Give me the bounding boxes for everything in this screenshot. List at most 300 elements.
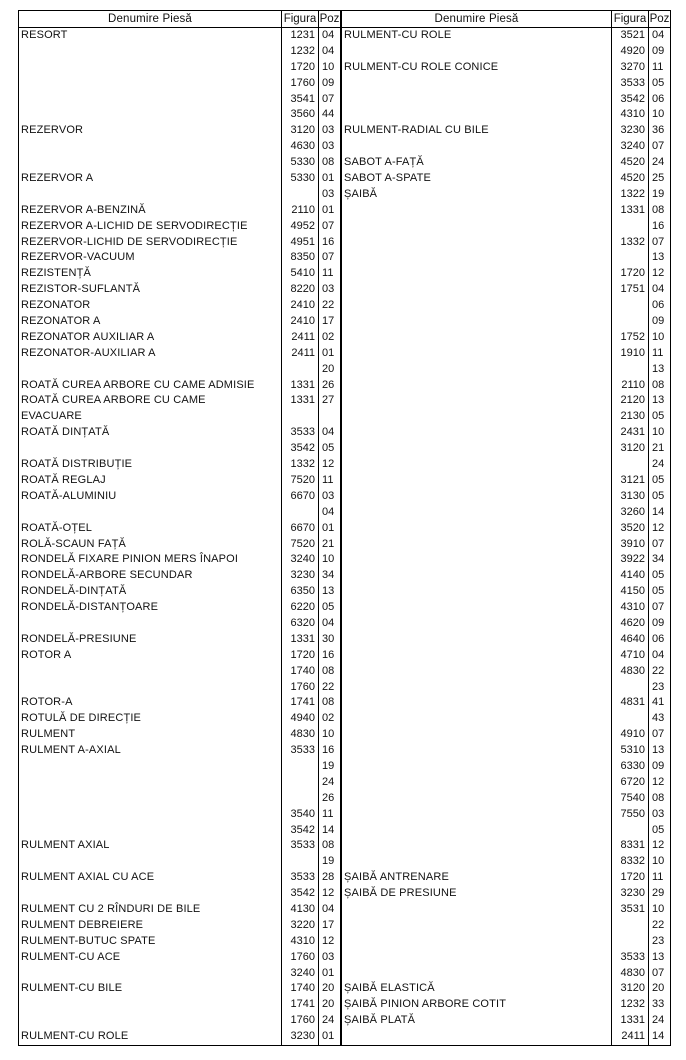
part-name-cell: [19, 187, 281, 203]
figure-cell: 1741: [281, 997, 318, 1013]
part-name-cell: RONDELĂ-PRESIUNE: [21, 632, 137, 645]
part-name-cell: REZONATOR: [21, 299, 91, 312]
position-cell: 24: [648, 1013, 670, 1029]
figure-cell: 1740: [281, 981, 318, 997]
table-row: [342, 537, 670, 553]
name-column-header: Denumire Piesă: [108, 13, 192, 25]
position-cell: 01: [318, 171, 340, 187]
position-cell: 24: [648, 457, 670, 473]
position-cell: 25: [648, 171, 670, 187]
table-row: [342, 886, 670, 902]
position-cell: 26: [318, 791, 340, 807]
position-cell: 21: [318, 537, 340, 553]
position-cell: 11: [318, 807, 340, 823]
left-column-group: [19, 11, 342, 1045]
part-name-cell: [19, 44, 281, 60]
position-cell: 06: [648, 298, 670, 314]
figure-cell: 3540: [281, 807, 318, 823]
figure-cell: 2130: [611, 409, 648, 425]
position-cell: 02: [318, 330, 340, 346]
part-name-cell: [342, 600, 611, 616]
table-row: [342, 409, 670, 425]
part-name-cell: [342, 505, 611, 521]
table-row: [342, 314, 670, 330]
position-cell: 05: [648, 76, 670, 92]
figure-cell: 8332: [611, 854, 648, 870]
name-column-header: Denumire Piesă: [434, 13, 519, 25]
part-name-cell: ȘAIBĂ ELASTICĂ: [344, 982, 435, 995]
position-cell: 07: [648, 139, 670, 155]
figure-cell: 2410: [281, 298, 318, 314]
position-cell: 04: [318, 902, 340, 918]
table-row: [19, 314, 340, 330]
table-row: [342, 902, 670, 918]
figure-cell: 3240: [611, 139, 648, 155]
figure-cell: [281, 854, 318, 870]
table-row: [19, 235, 340, 251]
figure-cell: 3130: [611, 489, 648, 505]
part-name-cell: ȘAIBĂ: [344, 187, 378, 200]
table-row: [342, 950, 670, 966]
figure-cell: 3260: [611, 505, 648, 521]
table-row: [342, 378, 670, 394]
position-cell: 16: [318, 235, 340, 251]
part-name-cell: [19, 759, 281, 775]
table-row: [19, 489, 340, 505]
table-row: [342, 457, 670, 473]
part-name-cell: REZISTENȚĂ: [21, 267, 91, 280]
position-cell: 01: [318, 1029, 340, 1045]
part-name-cell: [342, 711, 611, 727]
table-row: [342, 330, 670, 346]
part-name-cell: [342, 409, 611, 425]
position-cell: 24: [318, 1013, 340, 1029]
table-row: [342, 727, 670, 743]
figure-cell: 4940: [281, 711, 318, 727]
table-row: [342, 870, 670, 886]
part-name-cell: REZONATOR-AUXILIAR A: [21, 346, 156, 359]
position-cell: 03: [318, 139, 340, 155]
table-row: [342, 393, 670, 409]
part-name-cell: [342, 759, 611, 775]
table-row: [19, 695, 340, 711]
table-row: [342, 981, 670, 997]
figure-cell: 3542: [281, 823, 318, 839]
part-name-cell: RULMENT AXIAL CU ACE: [21, 871, 155, 884]
table-row: [342, 743, 670, 759]
table-row: [342, 997, 670, 1013]
table-row: [342, 250, 670, 266]
table-row: [342, 171, 670, 187]
table-row: [19, 409, 340, 425]
position-cell: 10: [318, 60, 340, 76]
figure-cell: 3541: [281, 92, 318, 108]
figure-cell: 7520: [281, 473, 318, 489]
figure-cell: 3240: [281, 966, 318, 982]
position-cell: 13: [648, 393, 670, 409]
part-name-cell: [342, 489, 611, 505]
table-row: [19, 1013, 340, 1029]
position-cell: 17: [318, 918, 340, 934]
figure-cell: 4310: [611, 600, 648, 616]
position-cell: 20: [318, 997, 340, 1013]
position-cell: 20: [318, 981, 340, 997]
figure-cell: 3922: [611, 552, 648, 568]
position-cell: 16: [648, 219, 670, 235]
table-row: [342, 823, 670, 839]
figure-cell: 7540: [611, 791, 648, 807]
position-cell: 08: [648, 791, 670, 807]
part-name-cell: [342, 727, 611, 743]
position-cell: 09: [648, 44, 670, 60]
figure-cell: 1910: [611, 346, 648, 362]
figure-cell: 3560: [281, 107, 318, 123]
position-cell: 10: [318, 552, 340, 568]
position-cell: 06: [648, 632, 670, 648]
position-cell: 26: [318, 378, 340, 394]
position-cell: 04: [318, 616, 340, 632]
table-row: [342, 139, 670, 155]
figure-cell: 3121: [611, 473, 648, 489]
part-name-cell: ROATĂ DISTRIBUȚIE: [21, 458, 133, 471]
part-name-cell: [342, 330, 611, 346]
position-cell: 19: [318, 759, 340, 775]
table-row: [19, 505, 340, 521]
figure-cell: 3533: [611, 950, 648, 966]
right-column-group: [342, 11, 670, 1045]
part-name-cell: REZERVOR: [21, 124, 84, 137]
position-cell: 05: [648, 473, 670, 489]
table-row: [19, 473, 340, 489]
position-cell: 01: [318, 966, 340, 982]
position-cell: 05: [648, 489, 670, 505]
figure-cell: 3542: [281, 886, 318, 902]
part-name-cell: RULMENT A-AXIAL: [21, 744, 121, 757]
table-row: [342, 123, 670, 139]
figure-cell: 3230: [611, 123, 648, 139]
position-cell: 12: [318, 934, 340, 950]
table-row: [19, 362, 340, 378]
position-cell: 07: [648, 235, 670, 251]
part-name-cell: [19, 886, 281, 902]
part-name-cell: ROATĂ CUREA ARBORE CU CAME: [21, 394, 206, 407]
part-name-cell: [342, 648, 611, 664]
position-cell: 24: [318, 775, 340, 791]
part-name-cell: [342, 473, 611, 489]
position-cell: 36: [648, 123, 670, 139]
figure-cell: 2410: [281, 314, 318, 330]
part-name-cell: [342, 791, 611, 807]
position-cell: 12: [318, 457, 340, 473]
figure-cell: 3120: [281, 123, 318, 139]
position-cell: 20: [318, 362, 340, 378]
position-cell: 16: [318, 743, 340, 759]
position-cell: 12: [648, 266, 670, 282]
figure-cell: [611, 362, 648, 378]
figure-cell: [611, 219, 648, 235]
table-row: [342, 807, 670, 823]
table-row: [342, 521, 670, 537]
figure-cell: 1331: [611, 1013, 648, 1029]
table-row: [19, 680, 340, 696]
part-name-cell: ȘAIBĂ ANTRENARE: [344, 871, 449, 884]
figure-cell: 1331: [281, 632, 318, 648]
position-cell: 07: [648, 727, 670, 743]
table-row: [342, 235, 670, 251]
position-cell: 23: [648, 680, 670, 696]
part-name-cell: RULMENT-CU ACE: [21, 950, 121, 963]
position-cell: 11: [648, 346, 670, 362]
table-row: [19, 584, 340, 600]
table-row: [342, 711, 670, 727]
position-column-header: Poz: [319, 13, 340, 25]
position-cell: 11: [318, 473, 340, 489]
position-cell: 07: [648, 537, 670, 553]
table-row: [19, 727, 340, 743]
table-row: [342, 362, 670, 378]
figure-cell: 2411: [281, 346, 318, 362]
figure-cell: 1760: [281, 950, 318, 966]
table-row: [342, 107, 670, 123]
position-cell: 04: [648, 28, 670, 44]
table-row: [19, 807, 340, 823]
part-name-cell: RULMENT: [21, 728, 76, 741]
figure-cell: 4150: [611, 584, 648, 600]
table-row: [19, 711, 340, 727]
part-name-cell: [342, 76, 611, 92]
figure-cell: 4140: [611, 568, 648, 584]
part-name-cell: RULMENT-CU ROLE: [21, 1030, 129, 1043]
figure-cell: 3533: [611, 76, 648, 92]
right-rows: [342, 28, 670, 1045]
table-row: [342, 282, 670, 298]
part-name-cell: [19, 107, 281, 123]
figure-cell: 1332: [281, 457, 318, 473]
part-name-cell: RULMENT-RADIAL CU BILE: [344, 124, 489, 137]
part-name-cell: [19, 854, 281, 870]
position-cell: 43: [648, 711, 670, 727]
table-row: [19, 441, 340, 457]
table-row: [19, 568, 340, 584]
position-cell: 22: [648, 918, 670, 934]
figure-cell: 3120: [611, 981, 648, 997]
table-row: [342, 600, 670, 616]
position-cell: 10: [648, 854, 670, 870]
figure-cell: 1331: [611, 203, 648, 219]
part-name-cell: REZONATOR A: [21, 315, 101, 328]
figure-cell: 1751: [611, 282, 648, 298]
figure-cell: 1332: [611, 235, 648, 251]
figure-cell: [281, 505, 318, 521]
table-row: [19, 187, 340, 203]
figure-cell: 1231: [281, 28, 318, 44]
figure-cell: 2411: [281, 330, 318, 346]
table-row: [19, 346, 340, 362]
figure-cell: 2431: [611, 425, 648, 441]
part-name-cell: [342, 854, 611, 870]
table-row: [342, 695, 670, 711]
part-name-cell: ȘAIBĂ DE PRESIUNE: [344, 887, 457, 900]
figure-cell: 6330: [611, 759, 648, 775]
figure-cell: 1331: [281, 393, 318, 409]
part-name-cell: [19, 441, 281, 457]
part-name-cell: [19, 680, 281, 696]
position-cell: 05: [648, 409, 670, 425]
table-row: [342, 648, 670, 664]
position-cell: 03: [318, 187, 340, 203]
part-name-cell: [342, 918, 611, 934]
table-row: [19, 537, 340, 553]
position-cell: 08: [648, 378, 670, 394]
table-row: [19, 139, 340, 155]
figure-cell: [611, 298, 648, 314]
part-name-cell: [19, 966, 281, 982]
table-row: [19, 457, 340, 473]
part-name-cell: SABOT A-SPATE: [344, 172, 431, 185]
figure-cell: 4130: [281, 902, 318, 918]
position-cell: 19: [648, 187, 670, 203]
part-name-cell: [19, 362, 281, 378]
part-name-cell: [342, 966, 611, 982]
table-row: [342, 759, 670, 775]
table-row: [19, 791, 340, 807]
figure-cell: 1232: [611, 997, 648, 1013]
position-column-header: Poz: [649, 13, 670, 25]
position-cell: 07: [648, 966, 670, 982]
figure-cell: 3230: [281, 568, 318, 584]
figure-cell: 6320: [281, 616, 318, 632]
figure-cell: [281, 362, 318, 378]
table-row: [342, 1013, 670, 1029]
part-name-cell: [342, 1029, 611, 1045]
figure-cell: 4640: [611, 632, 648, 648]
position-cell: 03: [648, 807, 670, 823]
part-name-cell: RULMENT DEBREIERE: [21, 918, 144, 931]
position-cell: 07: [318, 250, 340, 266]
table-row: [342, 775, 670, 791]
table-row: [342, 680, 670, 696]
figure-column-header: Figura: [611, 11, 648, 27]
table-row: [342, 425, 670, 441]
figure-cell: 6720: [611, 775, 648, 791]
position-cell: 41: [648, 695, 670, 711]
figure-cell: 3270: [611, 60, 648, 76]
table-row: [342, 187, 670, 203]
position-cell: 21: [648, 441, 670, 457]
table-row: [19, 775, 340, 791]
figure-cell: 3910: [611, 537, 648, 553]
figure-cell: 3531: [611, 902, 648, 918]
part-name-cell: ROATĂ REGLAJ: [21, 473, 106, 486]
table-row: [19, 918, 340, 934]
figure-cell: [281, 409, 318, 425]
part-name-cell: [342, 235, 611, 251]
figure-cell: 5410: [281, 266, 318, 282]
table-row: [19, 171, 340, 187]
table-row: [19, 664, 340, 680]
part-name-cell: [342, 823, 611, 839]
right-header-row: [342, 11, 670, 28]
figure-cell: 4952: [281, 219, 318, 235]
figure-cell: 4620: [611, 616, 648, 632]
part-name-cell: [342, 664, 611, 680]
figure-cell: 8331: [611, 838, 648, 854]
table-row: [342, 616, 670, 632]
part-name-cell: [19, 76, 281, 92]
part-name-cell: [342, 314, 611, 330]
position-cell: 12: [648, 521, 670, 537]
table-row: [19, 76, 340, 92]
part-name-cell: [342, 775, 611, 791]
table-row: [19, 250, 340, 266]
part-name-cell: [342, 362, 611, 378]
position-cell: 01: [318, 346, 340, 362]
figure-cell: 4830: [281, 727, 318, 743]
figure-cell: 3240: [281, 552, 318, 568]
position-cell: 14: [318, 823, 340, 839]
part-name-cell: ȘAIBĂ PINION ARBORE COTIT: [344, 998, 507, 1011]
table-row: [19, 743, 340, 759]
part-name-cell: RESORT: [21, 29, 68, 41]
figure-cell: 1322: [611, 187, 648, 203]
part-name-cell: REZERVOR-LICHID DE SERVODIRECȚIE: [21, 235, 238, 248]
figure-cell: 5310: [611, 743, 648, 759]
part-name-cell: [342, 266, 611, 282]
part-name-cell: ROTOR A: [21, 648, 72, 661]
figure-cell: [281, 775, 318, 791]
position-cell: 03: [318, 123, 340, 139]
part-name-cell: [19, 823, 281, 839]
part-name-cell: RULMENT AXIAL: [21, 839, 110, 852]
position-cell: 04: [318, 425, 340, 441]
part-name-cell: [342, 139, 611, 155]
position-cell: 03: [318, 950, 340, 966]
position-cell: 27: [318, 393, 340, 409]
position-cell: 13: [648, 362, 670, 378]
table-row: [19, 1029, 340, 1045]
part-name-cell: RONDELĂ-DINȚATĂ: [21, 585, 127, 598]
figure-cell: 6670: [281, 521, 318, 537]
position-cell: 16: [318, 648, 340, 664]
position-cell: 04: [318, 505, 340, 521]
table-row: [19, 203, 340, 219]
position-cell: 30: [318, 632, 340, 648]
figure-cell: 4520: [611, 171, 648, 187]
part-name-cell: [342, 950, 611, 966]
table-row: [19, 886, 340, 902]
table-row: [342, 505, 670, 521]
position-cell: 11: [648, 870, 670, 886]
table-row: [342, 76, 670, 92]
position-cell: 13: [648, 950, 670, 966]
position-cell: 07: [648, 600, 670, 616]
position-cell: 05: [648, 823, 670, 839]
figure-cell: 2110: [611, 378, 648, 394]
figure-cell: 5330: [281, 171, 318, 187]
figure-cell: 6220: [281, 600, 318, 616]
parts-index-table: [18, 10, 671, 1046]
position-cell: 04: [318, 28, 340, 44]
part-name-cell: RULMENT-CU BILE: [21, 982, 123, 995]
figure-cell: [611, 823, 648, 839]
part-name-cell: [342, 695, 611, 711]
figure-cell: [281, 759, 318, 775]
table-row: [19, 107, 340, 123]
part-name-cell: [342, 92, 611, 108]
table-row: [19, 838, 340, 854]
position-cell: 22: [648, 664, 670, 680]
part-name-cell: [342, 902, 611, 918]
